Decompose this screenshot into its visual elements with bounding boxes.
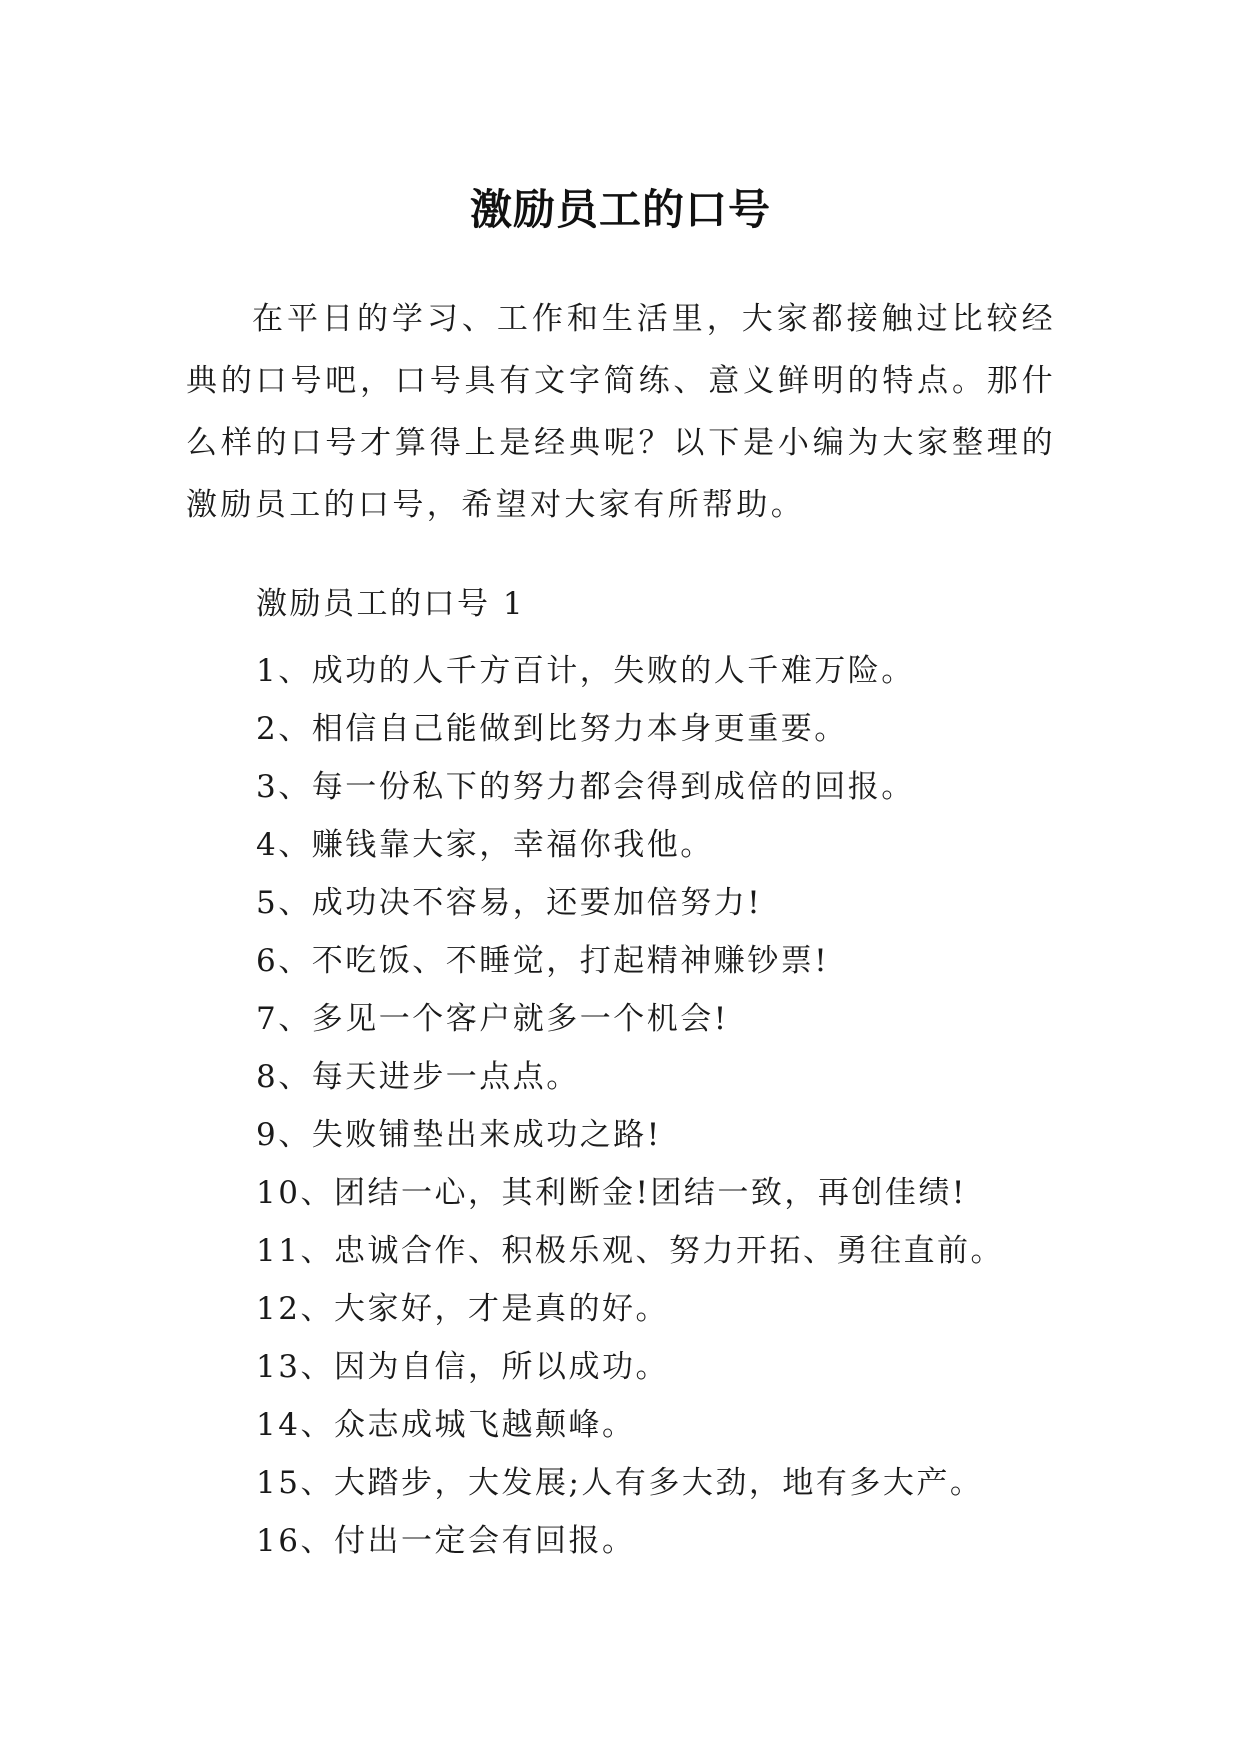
slogan-item: 16、付出一定会有回报。 [256,1523,636,1559]
document-title: 激励员工的口号 [469,185,771,235]
slogan-item: 2、相信自己能做到比努力本身更重要。 [256,711,848,747]
slogan-item: 6、不吃饭、不睡觉，打起精神赚钞票! [256,943,830,979]
slogan-item: 11、忠诚合作、积极乐观、努力开拓、勇往直前。 [256,1233,1004,1269]
slogan-item: 3、每一份私下的努力都会得到成倍的回报。 [256,769,915,805]
slogan-item: 13、因为自信，所以成功。 [256,1349,669,1385]
section-heading: 激励员工的口号 1 [256,586,526,622]
slogan-item: 10、团结一心，其利断金!团结一致，再创佳绩! [256,1175,967,1211]
intro-paragraph: 在平日的学习、工作和生活里，大家都接触过比较经典的口号吧，口号具有文字简练、意义鲜明的特点。那什么样的口号才算得上是经典呢？以下是小编为大家整理的激励员工的口号，希望对大家有所帮助。 [186,301,1056,523]
slogan-list [256,642,1076,1570]
slogan-item: 14、众志成城飞越颠峰。 [256,1407,636,1443]
slogan-item: 9、失败铺垫出来成功之路! [256,1117,662,1153]
slogan-item: 5、成功决不容易，还要加倍努力! [256,885,763,921]
slogan-item: 7、多见一个客户就多一个机会! [256,1001,729,1037]
slogan-item: 15、大踏步，大发展;人有多大劲，地有多大产。 [256,1465,984,1501]
slogan-item: 4、赚钱靠大家，幸福你我他。 [256,827,714,863]
slogan-item: 8、每天进步一点点。 [256,1059,580,1095]
slogan-item: 12、大家好，才是真的好。 [256,1291,669,1327]
slogan-item: 1、成功的人千方百计，失败的人千难万险。 [256,653,915,689]
